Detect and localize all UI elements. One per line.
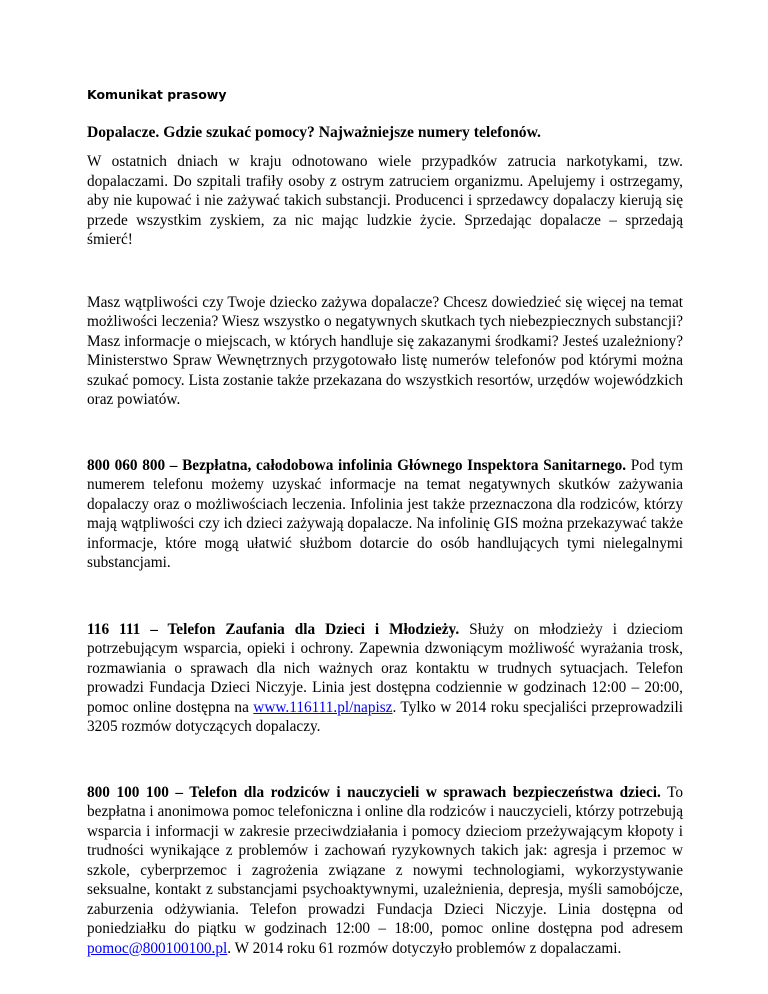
gis-hotline-heading: 800 060 800 – Bezpłatna, całodobowa infolinia Głównego Inspektora Sanitarnego. bbox=[87, 456, 627, 474]
questions-paragraph: Masz wątpliwości czy Twoje dziecko zażywa dopalacze? Chcesz dowiedzieć się więcej na temat możliwości leczenia? Wiesz wszystko o negatywnych skutkach tych niebezpiecznych substancji? Masz informacje o miejscach, w których handluje się zakazanymi środkami? Jesteś uzależniony? Ministerstwo Spraw Wewnętrznych przygotowało listę numerów telefonów pod którymi można szukać pomocy. Lista zostanie także przekazana do wszystkich resortów, urzędów wojewódzkich oraz powiatów. bbox=[87, 293, 683, 408]
parents-hotline-paragraph bbox=[87, 783, 683, 959]
spacer bbox=[87, 737, 683, 783]
kids-hotline-paragraph bbox=[87, 620, 683, 737]
kids-hotline-heading: 116 111 – Telefon Zaufania dla Dzieci i Młodzieży. bbox=[87, 620, 460, 638]
gis-hotline-paragraph bbox=[87, 456, 683, 573]
spacer bbox=[87, 573, 683, 620]
parents-hotline-text: To bezpłatna i anonimowa pomoc telefoniczna i online dla rodziców i nauczycieli, którzy potrzebują wsparcia i informacji w zakresie przeciwdziałania i pomocy dzieciom przeżywającym kłopoty i trudności wynikające z problemów i zachowań ryzykownych takich jak: agresja i przemoc w szkole, cyberprzemoc i zagrożenia związane z nowymi technologiami, wykorzystywanie seksualne, kontakt z substancjami psychoaktywnymi, uzależnienia, depresja, myśli samobójcze, zaburzenia odżywiania. Telefon prowadzi Fundacja Dzieci Niczyje. Linia dostępna od poniedziałku do piątku w godzinach 12:00 – 18:00, pomoc online dostępna pod adresem bbox=[87, 783, 683, 937]
intro-paragraph: W ostatnich dniach w kraju odnotowano wiele przypadków zatrucia narkotykami, tzw. dopalaczami. Do szpitali trafiły osoby z ostrym zatruciem organizmu. Apelujemy i ostrzegamy, aby nie kupować i nie zażywać takich substancji. Producenci i sprzedawcy dopalaczy kierują się przede wszystkim zyskiem, za nic mając ludzkie życie. Sprzedając dopalacze – sprzedają śmierć! bbox=[87, 153, 683, 248]
gis-hotline-text: Pod tym numerem telefonu możemy uzyskać informacje na temat negatywnych skutków zażywania dopalaczy oraz o możliwościach leczenia. Infolinia jest także przeznaczona dla rodziców, którzy mają wątpliwości czy ich dzieci zażywają dopalacze. Na infolinię GIS można przekazywać także informacje, które mogą ułatwić służbom dotarcie do osób handlujących tymi nielegalnymi substancjami. bbox=[87, 456, 683, 571]
parents-hotline-text-end: . W 2014 roku 61 rozmów dotyczyło problemów z dopalaczami. bbox=[227, 939, 622, 957]
kids-hotline-text-end: . Tylko w 2014 roku specjaliści przeprowadzili 3205 rozmów dotyczących dopalaczy. bbox=[87, 698, 683, 735]
kids-online-help-link[interactable]: www.116111.pl/napisz bbox=[253, 698, 393, 716]
spacer bbox=[87, 410, 683, 456]
spacer bbox=[87, 250, 683, 293]
document-title: Dopalacze. Gdzie szukać pomocy? Najważniejsze numery telefonów. bbox=[87, 124, 541, 141]
press-release-label: Komunikat prasowy bbox=[87, 87, 227, 102]
kids-hotline-text: Służy on młodzieży i dzieciom potrzebującym wsparcia, opieki i ochrony. Zapewnia dzwoniącym możliwość wyrażania trosk, rozmawiania o sprawach dla nich ważnych oraz kontaktu w trudnych sytuacjach. Telefon prowadzi Fundacja Dzieci Niczyje. Linia jest dostępna codziennie w godzinach 12:00 – 20:00, pomoc online dostępna na bbox=[87, 620, 683, 716]
parents-hotline-heading: 800 100 100 – Telefon dla rodziców i nauczycieli w sprawach bezpieczeństwa dzieci. bbox=[87, 783, 661, 801]
parents-email-link[interactable]: pomoc@800100100.pl bbox=[87, 939, 228, 957]
